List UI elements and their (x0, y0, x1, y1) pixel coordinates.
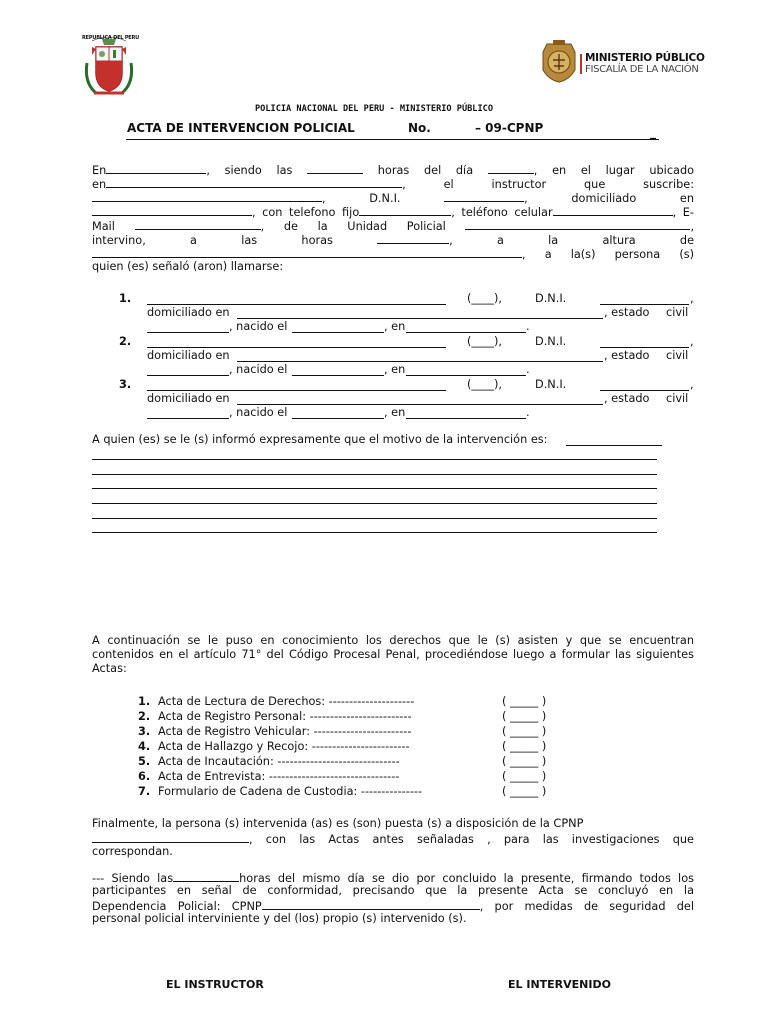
acta-checkbox[interactable]: ( _____ ) (502, 695, 547, 708)
motivo-label: A quien (es) se le (s) informó expresamente que el motivo de la intervención es: (92, 433, 548, 446)
person-nacido-label: , nacido el (229, 320, 288, 333)
person-domicilio-line (237, 361, 603, 362)
person-estado-label: , estado (604, 349, 650, 362)
acta-checkbox[interactable]: ( _____ ) (502, 740, 547, 753)
final-line-1: Finalmente, la persona (s) intervenida (as) es (son) puesta (s) a disposición de la CPNP (92, 817, 584, 830)
rights-line-2: contenidos en el artículo 71° del Código Procesal Penal, procediéndose luego a formular las siguientes (92, 648, 694, 661)
person-nacido-label: , nacido el (229, 363, 288, 376)
person-en-line (406, 332, 526, 333)
person-estado-line (147, 418, 229, 419)
person-nacido-line (292, 332, 384, 333)
rights-line-3: Actas: (92, 662, 127, 675)
person-dni-label: D.N.I. (535, 292, 567, 305)
person-estado-label: , estado (604, 392, 650, 405)
person-nacido-line (292, 375, 384, 376)
final-line-3: correspondan. (92, 845, 173, 858)
intro-line-2: en , el instructor que suscribe: (92, 178, 695, 191)
closing-line-2: participantes en señal de conformidad, precisando que la presente Acta se concluyó en la (92, 884, 694, 897)
motivo-inline-line (566, 445, 662, 446)
person-en-label: , en (384, 363, 406, 376)
person-en-line (406, 375, 526, 376)
person-domicilio-line (237, 404, 603, 405)
intro-line-4: , con telefono fijo , teléfono celular , E- (92, 204, 694, 221)
person-civil-label: civil (666, 392, 689, 405)
person-dot: . (526, 363, 530, 376)
left-logo-text: REPUBLICA DEL PERU (82, 35, 140, 41)
person-en-label: , en (384, 406, 406, 419)
acta-num: 5. (138, 755, 151, 768)
person-number: 2. (119, 335, 132, 348)
person-dni-comma: , (690, 378, 694, 391)
motivo-line-4 (92, 503, 657, 504)
acta-label: Acta de Incautación: ------------------------------ (158, 755, 400, 768)
acta-checkbox[interactable]: ( _____ ) (502, 725, 547, 738)
intro-line-1: En , siendo las horas del día , en el lugar ubicado (92, 164, 695, 177)
rights-line-1: A continuación se le puso en conocimiento los derechos que le (s) asisten y que se encuentran (92, 634, 694, 647)
person-name-line (147, 347, 446, 348)
acta-checkbox[interactable]: ( _____ ) (502, 755, 547, 768)
person-domicilio-label: domiciliado en (147, 306, 230, 319)
person-dni-comma: , (690, 292, 694, 305)
person-dni-line (600, 304, 689, 305)
person-estado-label: , estado (604, 306, 650, 319)
person-domicilio-label: domiciliado en (147, 349, 230, 362)
acta-num: 2. (138, 710, 151, 723)
person-dot: . (526, 406, 530, 419)
institution-line: POLICIA NACIONAL DEL PERU - MINISTERIO PÚBLICO (255, 104, 493, 114)
acta-num: 7. (138, 785, 151, 798)
person-domicilio-label: domiciliado en (147, 392, 230, 405)
acta-label: Acta de Registro Personal: ------------------------- (158, 710, 412, 723)
person-civil-label: civil (666, 306, 689, 319)
person-en-line (406, 418, 526, 419)
person-nacido-label: , nacido el (229, 406, 288, 419)
person-dni-line (600, 390, 689, 391)
intro-line-6: intervino, a las horas , a la altura de (92, 234, 695, 247)
acta-checkbox[interactable]: ( _____ ) (502, 770, 547, 783)
acta-checkbox[interactable]: ( _____ ) (502, 710, 547, 723)
person-dot: . (526, 320, 530, 333)
acta-label: Acta de Registro Vehicular: ------------------------ (158, 725, 412, 738)
motivo-line-5 (92, 518, 657, 519)
person-dni-label: D.N.I. (535, 378, 567, 391)
person-1 (0, 292, 768, 337)
document-number-value: – 09-CPNP (475, 121, 544, 135)
person-paren: (____), (467, 292, 502, 305)
acta-num: 3. (138, 725, 151, 738)
closing-line-4: personal policial interviniente y del (los) propio (s) intervenido (s). (92, 912, 467, 925)
person-name-line (147, 390, 446, 391)
person-2 (0, 335, 768, 380)
intro-line-3: , D.N.I. , domiciliado en (92, 190, 694, 207)
closing-line-3: Dependencia Policial: CPNP , por medidas de seguridad del (92, 900, 694, 913)
ministerio-publico-title: MINISTERIO PÚBLICO (585, 52, 705, 64)
person-nacido-line (292, 418, 384, 419)
intro-line-5: Mail , de la Unidad Policial , (92, 220, 695, 233)
person-name-line (147, 304, 446, 305)
person-number: 3. (119, 378, 132, 391)
acta-label: Acta de Entrevista: -------------------------------- (158, 770, 400, 783)
document-title: ACTA DE INTERVENCION POLICIAL (127, 121, 355, 135)
signature-intervenido: EL INTERVENIDO (508, 978, 611, 991)
peru-coat-of-arms-logo (82, 33, 140, 99)
person-paren: (____), (467, 335, 502, 348)
actas-list (0, 695, 768, 805)
person-dni-comma: , (690, 335, 694, 348)
motivo-line-6 (92, 532, 657, 533)
motivo-line-1 (92, 459, 657, 460)
intro-line-7: , a la(s) persona (s) (92, 246, 694, 263)
final-line-2: , con las Actas antes señaladas , para las investigaciones que (92, 831, 694, 848)
person-dni-line (600, 347, 689, 348)
fiscalia-subtitle: FISCALÍA DE LA NACIÓN (585, 64, 699, 75)
person-en-label: , en (384, 320, 406, 333)
acta-label: Acta de Hallazgo y Recojo: ------------------------ (158, 740, 410, 753)
header-rule (126, 139, 659, 140)
document-number-trailing: _ (650, 125, 656, 139)
acta-num: 6. (138, 770, 151, 783)
person-number: 1. (119, 292, 132, 305)
person-estado-line (147, 375, 229, 376)
person-dni-label: D.N.I. (535, 335, 567, 348)
right-logo-divider (580, 54, 582, 74)
intro-line-8: quien (es) señaló (aron) llamarse: (92, 260, 284, 273)
motivo-line-3 (92, 488, 657, 489)
closing-line-1: --- Siendo las horas del mismo día se dio por concluido la presente, firmando todos los (92, 872, 694, 885)
ministerio-publico-emblem (539, 38, 579, 84)
person-civil-label: civil (666, 349, 689, 362)
signature-instructor: EL INSTRUCTOR (166, 978, 264, 991)
motivo-line-2 (92, 474, 657, 475)
document-number-label: No. (408, 121, 431, 135)
person-3 (0, 378, 768, 423)
acta-num: 4. (138, 740, 151, 753)
acta-num: 1. (138, 695, 151, 708)
acta-checkbox[interactable]: ( _____ ) (502, 785, 547, 798)
acta-label: Formulario de Cadena de Custodia: --------------- (158, 785, 423, 798)
acta-label: Acta de Lectura de Derechos: --------------------- (158, 695, 415, 708)
person-paren: (____), (467, 378, 502, 391)
person-domicilio-line (237, 318, 603, 319)
person-estado-line (147, 332, 229, 333)
